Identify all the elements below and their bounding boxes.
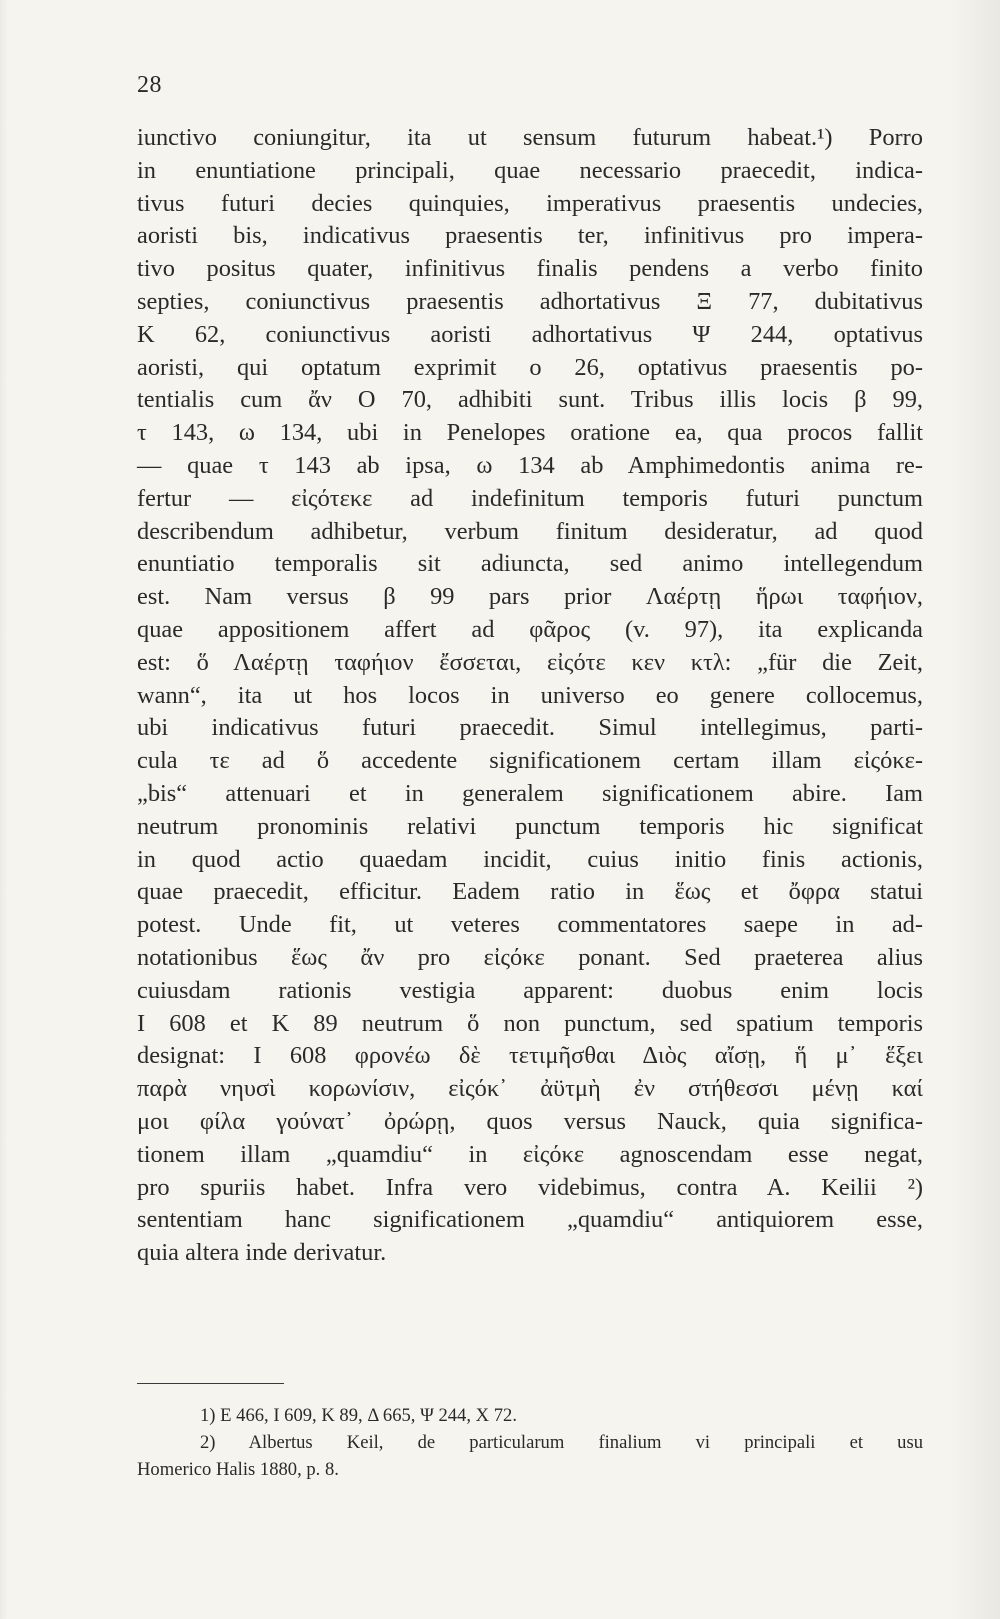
text-line: neutrum pronominis relativi punctum temporis hic significat: [137, 812, 923, 840]
text-line: cula τε ad ὅ accedente significationem certam illam εἰςόκε-: [137, 747, 923, 775]
text-line: sententiam hanc significationem „quamdiu“ antiquiorem esse,: [137, 1206, 923, 1234]
text-line: describendum adhibetur, verbum finitum desideratur, ad quod: [137, 517, 923, 545]
footnote-2: [137, 1429, 923, 1483]
text-line: quae appositionem affert ad φᾶρος (v. 97), ita explicanda: [137, 615, 923, 643]
text-line: „bis“ attenuari et in generalem significationem abire. Iam: [137, 779, 923, 807]
text-line: designat: I 608 φρονέω δὲ τετιμῆσθαι Διὸς αἴσῃ, ἥ μ᾽ ἕξει: [137, 1042, 923, 1070]
text-line: iunctivo coniungitur, ita ut sensum futurum habeat.¹) Porro: [137, 124, 923, 151]
text-line: ubi indicativus futuri praecedit. Simul intellegimus, parti-: [137, 714, 923, 742]
text-line: septies, coniunctivus praesentis adhortativus Ξ 77, dubitativus: [137, 287, 923, 315]
text-line: tivo positus quater, infinitivus finalis pendens a verbo finito: [137, 255, 923, 283]
text-line: est: ὅ Λαέρτῃ ταφήιον ἔσσεται, εἰςότε κεν κτλ: „für die Zeit,: [137, 648, 923, 676]
text-line: aoristi, qui optatum exprimit ο 26, optativus praesentis po-: [137, 353, 923, 381]
text-line: tentialis cum ἄν O 70, adhibiti sunt. Tribus illis locis β 99,: [137, 386, 923, 414]
footnote-2-line-2: Homerico Halis 1880, p. 8.: [137, 1459, 339, 1480]
page-number: 28: [137, 72, 162, 98]
text-line: παρὰ νηυσὶ κορωνίσιν, εἰςόκ᾽ ἀϋτμὴ ἐν στήθεσσι μένῃ καί: [137, 1075, 923, 1103]
text-line: enuntiatio temporalis sit adiuncta, sed animo intellegendum: [137, 550, 923, 578]
text-line: quae praecedit, efficitur. Eadem ratio in ἕως et ὄφρα statui: [137, 878, 923, 906]
text-line: — quae τ 143 ab ipsa, ω 134 ab Amphimedontis anima re-: [137, 451, 923, 479]
footnotes: [137, 1402, 923, 1483]
text-line: aoristi bis, indicativus praesentis ter, infinitivus pro impera-: [137, 222, 923, 250]
text-line: notationibus ἕως ἄν pro εἰςόκε ponant. Sed praeterea alius: [137, 943, 923, 971]
text-line: in quod actio quaedam incidit, cuius initio finis actionis,: [137, 845, 923, 873]
footnote-1: 1) E 466, I 609, K 89, Δ 665, Ψ 244, X 72.: [200, 1405, 517, 1426]
page-edge-shadow-right: [950, 0, 1000, 1619]
text-line: tivus futuri decies quinquies, imperativus praesentis undecies,: [137, 189, 923, 217]
page-edge-shadow-left: [0, 0, 8, 1619]
text-line: cuiusdam rationis vestigia apparent: duobus enim locis: [137, 976, 923, 1004]
text-line: wann“, ita ut hos locos in universo eo genere collocemus,: [137, 681, 923, 709]
text-line: K 62, coniunctivus aoristi adhortativus Ψ 244, optativus: [137, 320, 923, 348]
text-line: I 608 et K 89 neutrum ὅ non punctum, sed spatium temporis: [137, 1009, 923, 1037]
text-line: tionem illam „quamdiu“ in εἰςόκε agnoscendam esse negat,: [137, 1140, 923, 1168]
text-line: est. Nam versus β 99 pars prior Λαέρτῃ ἥρωι ταφήιον,: [137, 583, 923, 611]
text-line: μοι φίλα γούνατ᾽ ὀρώρῃ, quos versus Nauck, quia significa-: [137, 1107, 923, 1135]
body-text: [137, 122, 923, 1270]
text-line: quia altera inde derivatur.: [137, 1239, 387, 1267]
footnote-2-line-1: 2) Albertus Keil, de particularum finalium vi principali et usu: [200, 1432, 923, 1453]
text-line: fertur — εἰςότεκε ad indefinitum temporis futuri punctum: [137, 484, 923, 512]
text-line: potest. Unde fit, ut veteres commentatores saepe in ad-: [137, 911, 923, 939]
text-line: pro spuriis habet. Infra vero videbimus, contra A. Keilii ²): [137, 1173, 923, 1201]
footnote-divider: [137, 1383, 284, 1384]
text-line: τ 143, ω 134, ubi in Penelopes oratione ea, qua procos fallit: [137, 419, 923, 447]
text-line: in enuntiatione principali, quae necessario praecedit, indica-: [137, 156, 923, 184]
